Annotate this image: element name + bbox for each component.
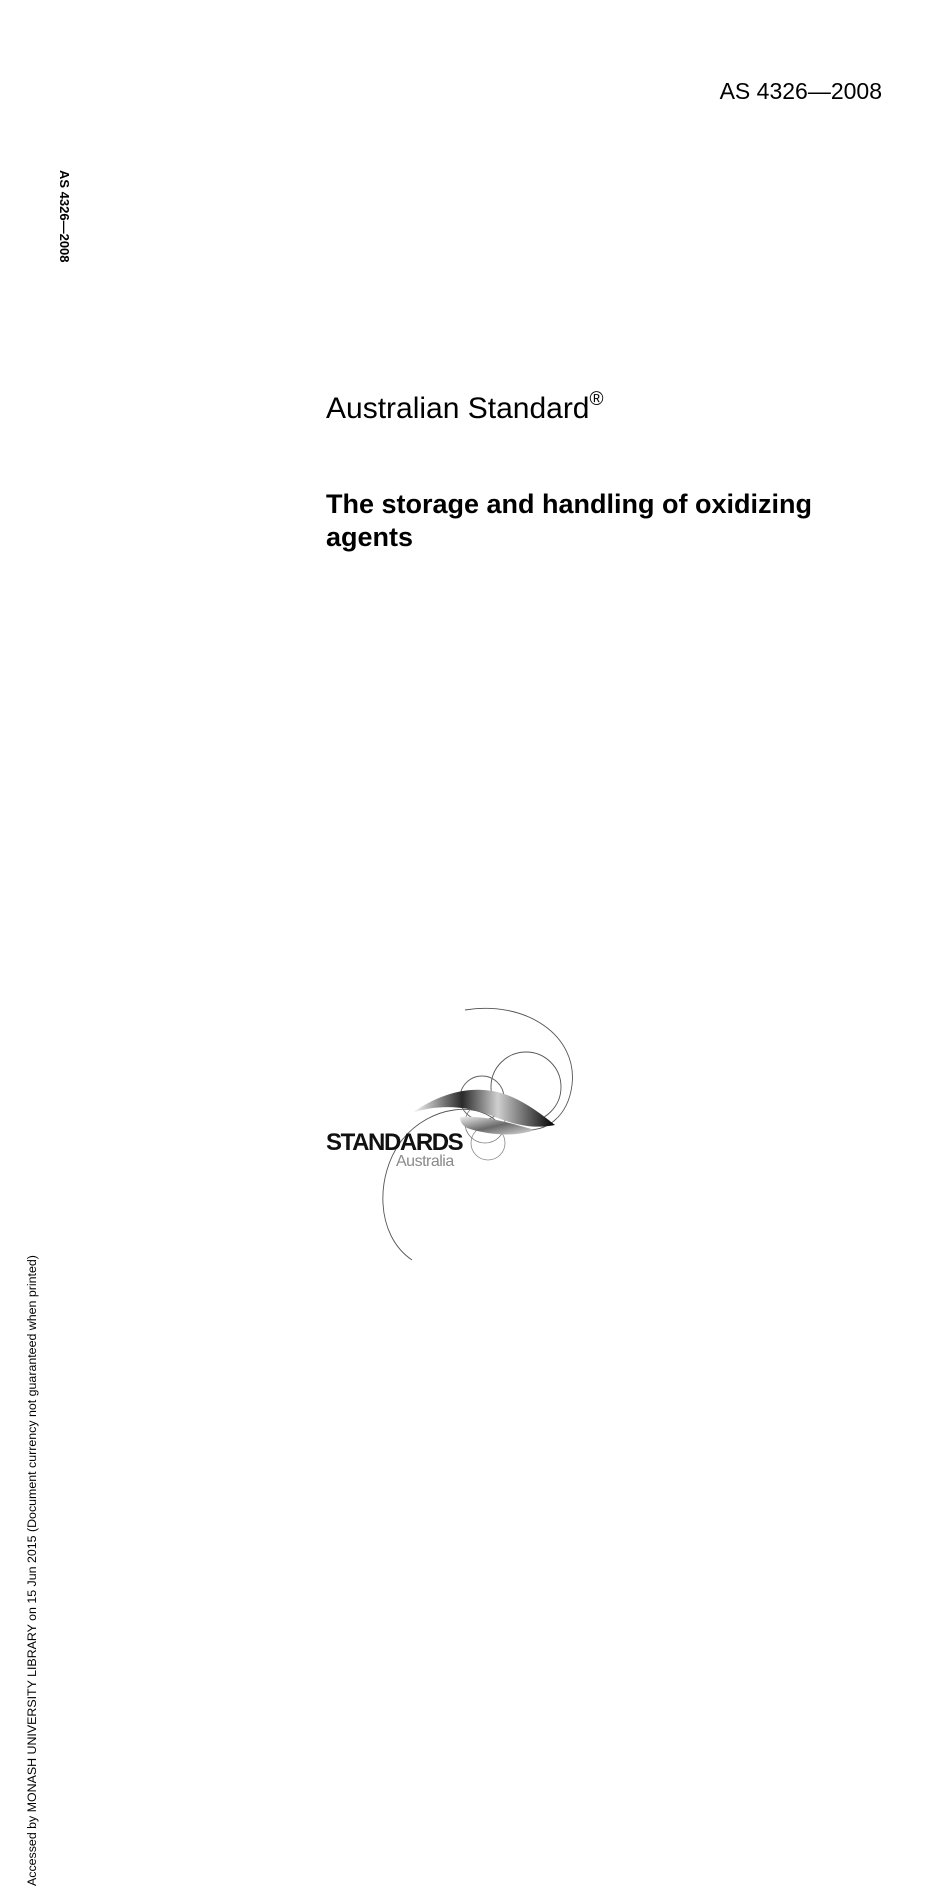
access-note — [22, 598, 42, 1886]
document-number: AS 4326—2008 — [719, 78, 882, 104]
access-note-text: Accessed by MONASH UNIVERSITY LIBRARY on 15 Jun 2015 (Document currency not guaranteed when printed) — [25, 1255, 39, 1886]
standards-australia-logo — [320, 1005, 590, 1270]
standard-label — [326, 383, 604, 428]
spine-label — [50, 170, 80, 280]
standard-label-text: Australian Standard — [326, 392, 590, 425]
logo-wordmark-australia: Australia — [396, 1153, 454, 1170]
logo-wordmark-standards: STANDARDS — [326, 1129, 463, 1156]
registered-mark: ® — [589, 389, 604, 410]
document-title: The storage and handling of oxidizing agents — [326, 489, 812, 552]
spine-document-number: AS 4326—2008 — [57, 170, 72, 263]
